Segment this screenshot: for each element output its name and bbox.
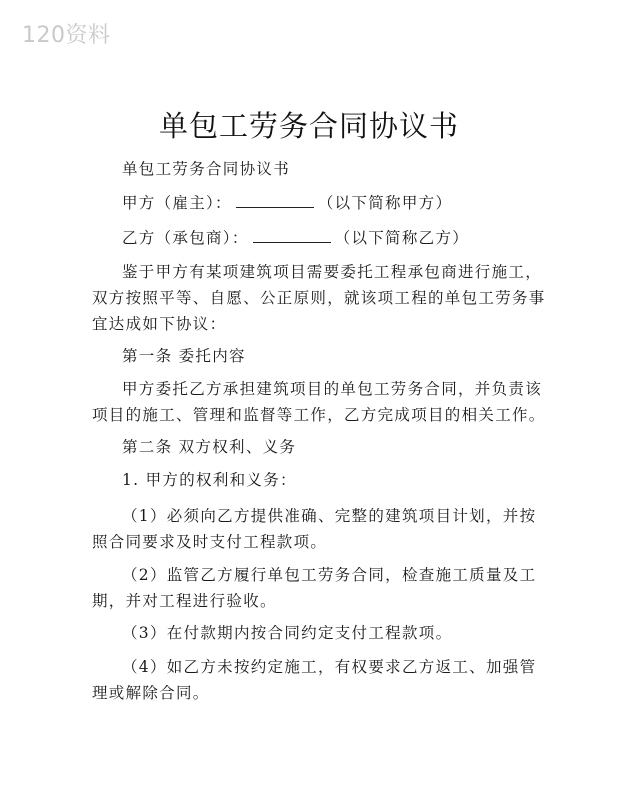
party-a-label: 甲方（雇主）：: [122, 194, 232, 212]
watermark: 120资料: [22, 23, 111, 48]
preamble-line-3: 宜达成如下协议：: [92, 315, 227, 333]
document-title: 单包工劳务合同协议书: [158, 109, 459, 143]
party-a-suffix: （以下简称甲方）: [317, 194, 453, 212]
article1-line-1: 甲方委托乙方承担建筑项目的单包工劳务合同，并负责该: [122, 380, 543, 398]
item-2-line-1: （2）监管乙方履行单包工劳务合同，检查施工质量及工: [122, 566, 537, 584]
article2-subheading: 1. 甲方的权利和义务：: [122, 471, 297, 489]
item-1-line-2: 照合同要求及时支付工程款项。: [92, 533, 328, 551]
article1-line-2: 项目的施工、管理和监督等工作，乙方完成项目的相关工作。: [92, 406, 546, 424]
party-b-suffix: （以下简称乙方）: [334, 229, 470, 247]
item-4-line-2: 理或解除合同。: [92, 684, 210, 702]
preamble-line-1: 鉴于甲方有某项建筑项目需要委托工程承包商进行施工，: [122, 263, 543, 281]
article1-heading: 第一条 委托内容: [122, 347, 246, 365]
party-a-line: [122, 190, 452, 216]
item-4-line-1: （4）如乙方未按约定施工，有权要求乙方返工、加强管: [122, 658, 537, 676]
party-a-blank: [236, 193, 314, 208]
document-subtitle: 单包工劳务合同协议书: [122, 160, 291, 178]
item-1-line-1: （1）必须向乙方提供准确、完整的建筑项目计划，并按: [122, 507, 537, 525]
preamble-line-2: 双方按照平等、自愿、公正原则，就该项工程的单包工劳务事: [92, 289, 546, 307]
item-2-line-2: 期，并对工程进行验收。: [92, 592, 277, 610]
article2-heading: 第二条 双方权利、义务: [122, 438, 297, 456]
party-b-label: 乙方（承包商）：: [122, 229, 249, 247]
party-b-blank: [253, 228, 331, 243]
party-b-line: [122, 225, 469, 251]
item-3-line-1: （3）在付款期内按合同约定支付工程款项。: [122, 624, 453, 642]
